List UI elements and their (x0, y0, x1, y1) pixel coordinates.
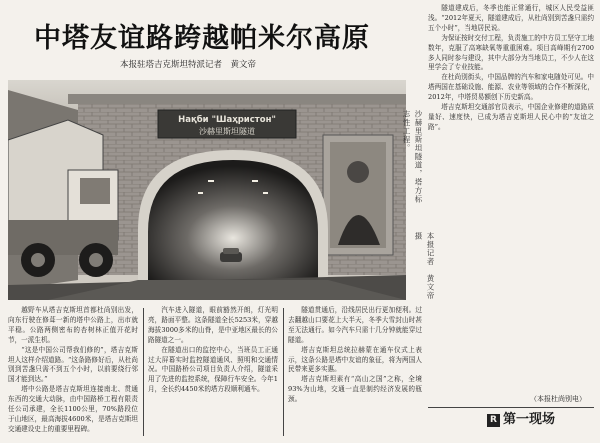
photo-credit: 本报记者 黄文帝摄 (414, 232, 435, 300)
paragraph: 塔吉克斯坦总统拉赫蒙在通车仪式上表示，这条公路是塔中友谊的象征，将为两国人民带来更多实惠。 (288, 345, 422, 374)
truck (8, 120, 118, 277)
paragraph: 塔中公路是塔吉克斯坦连接南北、贯通东西的交通大动脉，由中国路桥工程有限责任公司承建，全长1100公里，70%路段位于山地区，最高海拔4600米，是塔吉克斯坦交通建设史上的重要里程碑。 (8, 385, 138, 433)
column-divider (283, 308, 284, 436)
byline: 本报驻塔吉克斯坦特派记者 黄文帝 (120, 60, 257, 70)
headline: 中塔友谊路跨越帕米尔高原 (34, 23, 370, 54)
paragraph: 塔吉克斯坦交通部官员表示，中国企业修建的道路质量好、速度快，已成为塔吉克斯坦人民心中的“友谊之路”。 (428, 103, 594, 131)
paragraph: 越野车从塔吉克斯坦首都杜尚别出发，向东行驶在修葺一新的塔中公路上，出市就平稳。公路两侧密布的杏树林正值开花时节，一派生机。 (8, 306, 138, 344)
article-column-1 (8, 306, 138, 438)
paragraph: “这是中国公司帮我们修的”，塔吉克斯坦人这样介绍道路。“这条路修好后，从杜尚别到苦盏只需不到五个小时，以前要绕行邻国才能到达。” (8, 345, 138, 384)
article-column-4 (428, 4, 594, 390)
photo-caption: 沙赫里斯坦隧道，塔方标志性工程。 (402, 110, 423, 204)
paragraph: 隧道建成后，冬季也能正常通行，城区人民受益匪浅。“2012年夏天，隧道建成后，从杜尚别到苦盏只需约五个小时”，当地居民说。 (428, 4, 594, 32)
paragraph: 为保证按时交付工程，负责施工的中方员工坚守工地数年，克服了高寒缺氧等重重困难。项目高峰期有2700多人同时参与建设，其中大部分为当地员工，不少人在这里学会了专业技能。 (428, 33, 594, 72)
paragraph: 塔吉克斯坦素有“高山之国”之称，全境93%为山地，交通一直是制约经济发展的瓶颈。 (288, 375, 422, 404)
paragraph: 隧道贯通后，沿线居民出行更加便利。过去翻越山口要花上大半天，冬季大雪封山时甚至无法通行。如今汽车只需十几分钟就能穿过隧道。 (288, 306, 422, 344)
section-rule (428, 407, 594, 408)
section-badge: R (487, 414, 500, 427)
sign-line1: Нақби "Шаҳристон" (178, 115, 276, 125)
paragraph: 在杜尚别街头，中国品牌的汽车和家电随处可见。中塔两国在基础设施、能源、农业等领域的合作不断深化，2012年，中塔贸易额创下历史新高。 (428, 73, 594, 102)
sign-line2: 沙赫里斯坦隧道 (199, 127, 255, 136)
section-name: 第一现场 (503, 412, 556, 427)
tunnel-illustration (8, 80, 406, 300)
dateline-note: （本报杜尚别电） (530, 395, 586, 403)
news-photo (8, 80, 406, 300)
column-divider (143, 308, 144, 436)
paragraph: 汽车进入隧道，眼前豁然开朗，灯光明亮，路面平整。这条隧道全长5253米，穿越海拔3000多米的山脊，是中亚地区最长的公路隧道之一。 (148, 306, 278, 344)
article-column-2 (148, 306, 278, 438)
paragraph: 在隧道出口的监控中心，当班员工正通过大屏幕实时监控隧道通风、照明和交通情况。中国路桥公司项目负责人介绍，隧道采用了先进的监控系统，保障行车安全。今年1月，全长约4450米的塔方段顺利通车。 (148, 345, 278, 394)
article-column-3 (288, 306, 422, 438)
